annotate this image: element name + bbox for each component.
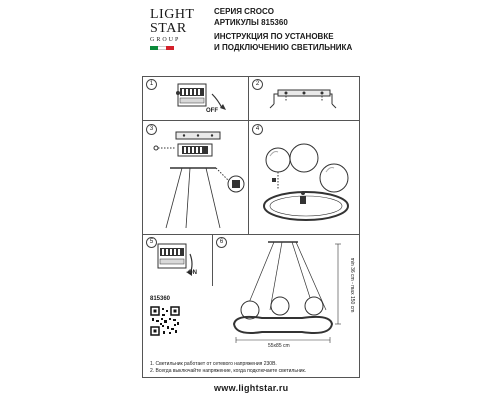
qr-code-icon [150, 306, 180, 336]
brand-line-group: GROUP [150, 37, 181, 43]
dimensions-label: 55х85 cm [268, 343, 290, 349]
height-range-label: min 36 cm - max 150 cm [349, 257, 355, 313]
grid-divider-1 [142, 120, 359, 121]
brand-line-star: STAR [150, 21, 187, 36]
step-number-1: 1 [146, 79, 157, 90]
step2-bracket-illustration [262, 84, 346, 116]
step-number-6: 6 [216, 237, 227, 248]
step6-dimensions-illustration [222, 240, 352, 350]
step1-breaker-illustration [160, 80, 244, 118]
note-1: 1. Светильник работает от сетевого напряжения 230В. [150, 361, 277, 367]
step3-mounting-illustration [150, 128, 248, 232]
grid-divider-2 [142, 234, 359, 235]
step5-breaker-illustration [152, 240, 210, 284]
step-number-2: 2 [252, 79, 263, 90]
step-number-3: 3 [146, 124, 157, 135]
website-link[interactable]: www.lightstar.ru [214, 383, 289, 393]
step-number-4: 4 [252, 124, 263, 135]
flag-stripe [150, 46, 174, 50]
step-number-5: 5 [146, 237, 157, 248]
instruction-title-2: И ПОДКЛЮЧЕНИЮ СВЕТИЛЬНИКА [214, 43, 353, 52]
series-label: СЕРИЯ CROCO [214, 7, 274, 16]
brand-line-light: LIGHT [150, 7, 195, 22]
brand-logo [150, 8, 210, 43]
articles-label: АРТИКУЛЫ 815360 [214, 18, 288, 27]
off-label: OFF [206, 108, 218, 114]
step4-shades-illustration [256, 128, 356, 232]
grid-divider-vertical [248, 76, 249, 234]
article-code: 815360 [150, 296, 171, 302]
instruction-title-1: ИНСТРУКЦИЯ ПО УСТАНОВКЕ [214, 32, 334, 41]
on-label: ON [188, 270, 197, 276]
grid-divider-vertical-bottom [212, 234, 213, 286]
note-2: 2. Всегда выключайте напряжение, когда подключаете светильник. [150, 368, 307, 374]
